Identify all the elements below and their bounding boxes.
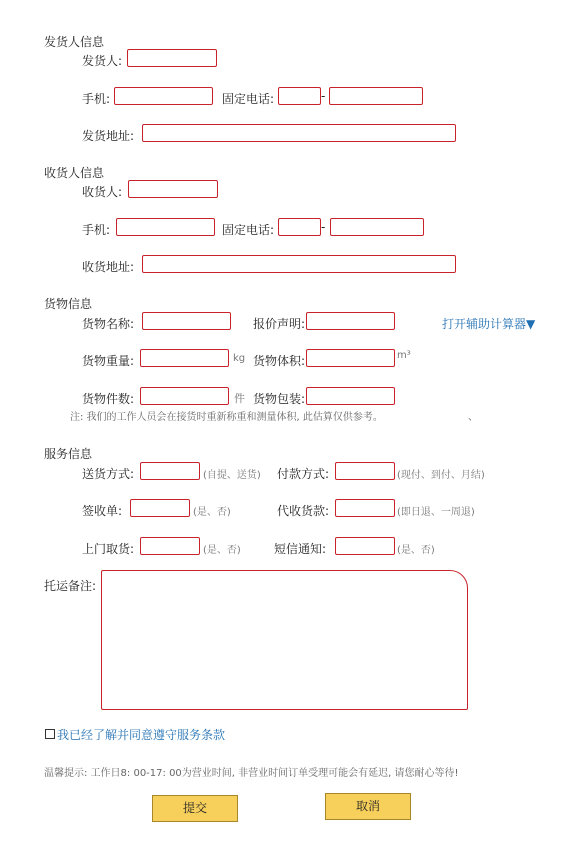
service-section-title: 服务信息: [44, 447, 93, 461]
sender-name-label: 发货人:: [82, 54, 123, 68]
sms-hint: (是、否): [397, 545, 435, 556]
receiver-address-label: 收货地址:: [82, 260, 135, 274]
declared-value-label: 报价声明:: [253, 317, 306, 331]
delivery-method-input[interactable]: [140, 462, 200, 480]
receiver-name-input[interactable]: [128, 180, 218, 198]
sms-label: 短信通知:: [274, 542, 327, 556]
weight-unit: kg: [233, 353, 246, 364]
dash-separator: -: [321, 220, 326, 234]
payment-method-hint: (现付、到付、月结): [397, 470, 485, 481]
cod-label: 代收货款:: [277, 504, 330, 518]
receipt-hint: (是、否): [193, 507, 231, 518]
cargo-weight-input[interactable]: [140, 349, 229, 367]
sender-name-input[interactable]: [127, 49, 217, 67]
sender-address-label: 发货地址:: [82, 129, 135, 143]
remarks-label: 托运备注:: [44, 579, 97, 593]
calculator-link-label: 打开辅助计算器: [442, 317, 527, 331]
sender-section-title: 发货人信息: [44, 35, 105, 49]
volume-unit: m³: [397, 350, 411, 361]
cargo-section-title: 货物信息: [44, 297, 93, 311]
receiver-section-title: 收货人信息: [44, 166, 105, 180]
payment-method-input[interactable]: [335, 462, 395, 480]
cargo-name-input[interactable]: [142, 312, 231, 330]
receipt-input[interactable]: [130, 499, 190, 517]
pickup-input[interactable]: [140, 537, 200, 555]
business-hours-tip: 温馨提示: 工作日8: 00-17: 00为营业时间, 非营业时间订单受理可能会有延迟, 请您耐心等待!: [44, 768, 459, 779]
pickup-label: 上门取货:: [82, 542, 135, 556]
cargo-volume-input[interactable]: [306, 349, 395, 367]
count-unit: 件: [234, 392, 245, 405]
sender-area-code-input[interactable]: [278, 87, 321, 105]
pickup-hint: (是、否): [203, 545, 241, 556]
sender-mobile-label: 手机:: [82, 92, 111, 106]
receiver-area-code-input[interactable]: [278, 218, 321, 236]
receiver-mobile-label: 手机:: [82, 223, 111, 237]
receiver-mobile-input[interactable]: [116, 218, 215, 236]
receipt-label: 签收单:: [82, 504, 123, 518]
dash-separator: -: [321, 89, 326, 103]
open-calculator-link[interactable]: [442, 315, 535, 332]
chevron-down-icon: ▼: [526, 317, 536, 331]
cargo-count-label: 货物件数:: [82, 392, 135, 406]
cargo-packing-input[interactable]: [306, 387, 395, 405]
cargo-packing-label: 货物包装:: [253, 392, 306, 406]
cargo-weight-label: 货物重量:: [82, 354, 135, 368]
receiver-name-label: 收货人:: [82, 185, 123, 199]
sms-input[interactable]: [335, 537, 395, 555]
payment-method-label: 付款方式:: [277, 467, 330, 481]
agreement-checkbox[interactable]: [45, 729, 55, 739]
cancel-button[interactable]: 取消: [325, 793, 411, 820]
receiver-landline-input[interactable]: [330, 218, 424, 236]
cargo-volume-label: 货物体积:: [253, 354, 306, 368]
delivery-method-label: 送货方式:: [82, 467, 135, 481]
sender-address-input[interactable]: [142, 124, 456, 142]
cod-hint: (即日退、一周退): [397, 507, 475, 518]
cargo-note: 注: 我们的工作人员会在接货时重新称重和测量体积, 此估算仅供参考。: [70, 412, 383, 423]
cargo-name-label: 货物名称:: [82, 317, 135, 331]
cargo-note-mark: 、: [468, 412, 478, 423]
sender-landline-label: 固定电话:: [222, 92, 275, 106]
remarks-textarea[interactable]: [101, 570, 468, 710]
submit-button[interactable]: 提交: [152, 795, 238, 822]
cargo-count-input[interactable]: [140, 387, 229, 405]
cod-input[interactable]: [335, 499, 395, 517]
sender-mobile-input[interactable]: [114, 87, 213, 105]
receiver-landline-label: 固定电话:: [222, 223, 275, 237]
sender-landline-input[interactable]: [329, 87, 423, 105]
receiver-address-input[interactable]: [142, 255, 456, 273]
delivery-method-hint: (自提、送货): [203, 470, 261, 481]
terms-link[interactable]: 我已经了解并同意遵守服务条款: [57, 728, 226, 742]
declared-value-input[interactable]: [306, 312, 395, 330]
